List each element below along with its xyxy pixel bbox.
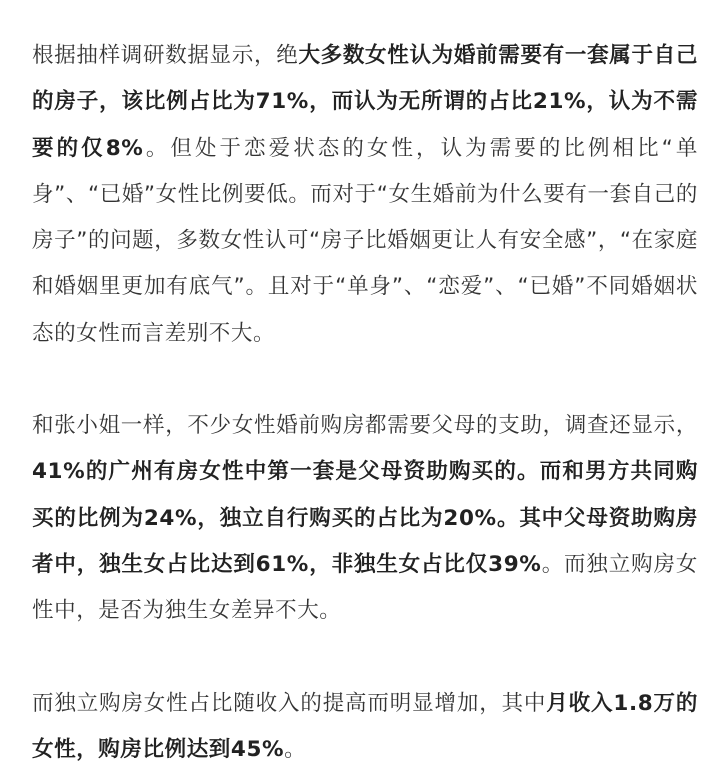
text-segment: 和张小姐一样，不少女性婚前购房都需要父母的支助，调查还显示， (32, 413, 698, 439)
text-segment: 根据抽样调研数据显示，绝 (32, 43, 299, 68)
highlight-segment: 大多数女性认为婚前需要有一套属于自己的房子，该比例占比为71%，而认为无所谓的占比21%，认为不需要的仅8% (32, 43, 698, 161)
text-segment: 。但处于恋爱状态的女性，认为需要的比例相比“单身”、“已婚”女性比例要低。而对于“女生婚前为什么要有一套自己的房子”的问题，多数女性认可“房子比婚姻更让人有安全感”，“在家庭和婚姻里更加有底气”。且对于“单身”、“恋爱”、“已婚”不同婚姻状态的女性而言差别不大。 (32, 135, 698, 346)
article-body (32, 33, 698, 773)
text-segment: 。而独立购房女性中，是否为独生女差异不大。 (32, 551, 698, 624)
text-segment: 。 (284, 736, 307, 762)
highlight-segment: 月收入1.8万的女性，购房比例达到45% (32, 690, 698, 762)
paragraph-parental-support (32, 403, 698, 634)
paragraph-survey-results (32, 33, 698, 357)
highlight-segment: 41%的广州有房女性中第一套是父母资助购买的。而和男方共同购买的比例为24%，独立自行购买的占比为20%。其中父母资助购房者中，独生女占比达到61%，非独生女占比仅39% (32, 459, 698, 577)
paragraph-income-trend (32, 681, 698, 773)
text-segment: 而独立购房女性占比随收入的提高而明显增加，其中 (32, 690, 547, 716)
